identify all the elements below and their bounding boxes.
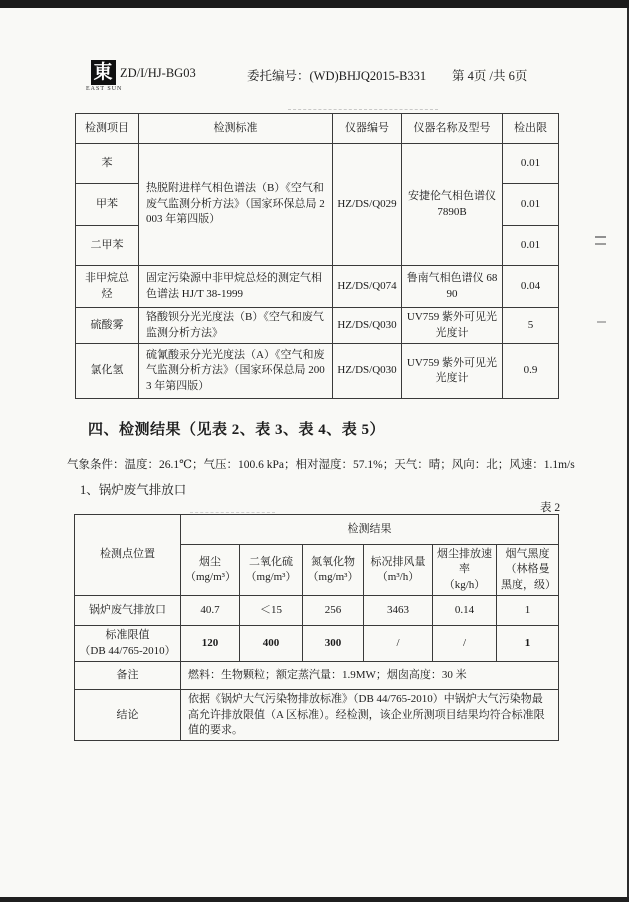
scan-artifact-bottom-bar [0,897,629,902]
method-table [75,113,559,399]
cell-outlet-so2: ＜15 [240,596,303,626]
result-row-limit [75,626,559,662]
col-header-standard: 检测标准 [139,114,333,144]
col-header-unit: （林格曼黑度，级） [501,563,556,591]
table-row [76,344,559,399]
result-row-conclusion [75,690,559,741]
page-number: 第 4页 /共 6页 [452,69,528,83]
result-row-outlet [75,596,559,626]
cell-outlet-flow: 3463 [364,596,433,626]
cell-limit-benzene: 0.01 [503,144,559,184]
col-header-unit: （mg/m³） [245,571,297,584]
col-header-unit: （m³/h） [376,571,420,584]
col-header-unit: （mg/m³） [185,571,236,584]
col-header-name: 标况排风量 [370,555,426,568]
scan-artifact-top-bar [0,0,629,8]
col-header-instrument-name: 仪器名称及型号 [402,114,503,144]
cell-standard-h2so4: 铬酸钡分光光度法（B）《空气和废气监测分析方法》 [139,308,333,344]
col-header-flow [364,545,433,596]
col-header-unit: （kg/h） [443,578,486,591]
cell-limit-label [75,626,181,662]
cell-instrument-no-btx: HZ/DS/Q029 [333,144,402,266]
col-header-detection-limit: 检出限 [503,114,559,144]
section-title: 四、检测结果（见表 2、表 3、表 4、表 5） [88,422,386,438]
scan-artifact-dash [190,512,275,513]
col-header-dust [181,545,240,596]
commission-number: 委托编号：(WD)BHJQ2015-B331 [247,69,427,83]
cell-limit-hcl: 0.9 [503,344,559,399]
cell-item-xylene: 二甲苯 [76,226,139,266]
table-row [76,144,559,184]
col-header-instrument-no: 仪器编号 [333,114,402,144]
col-header-nox [303,545,364,596]
cell-instrument-name-hcl: UV759 紫外可见光光度计 [402,344,503,399]
limit-label-note: （DB 44/765-2010） [79,644,176,657]
cell-limit-dust-rate: / [433,626,497,662]
cell-limit-nmhc: 0.04 [503,266,559,308]
cell-outlet-label: 锅炉废气排放口 [75,596,181,626]
col-header-name: 氮氧化物 [311,555,355,568]
cell-standard-btx: 热脱附进样气相色谱法（B）《空气和废气监测分析方法》（国家环保总局 2003 年第四版） [139,144,333,266]
cell-limit-so2: 400 [240,626,303,662]
cell-instrument-name-btx: 安捷伦气相色谱仪 7890B [402,144,503,266]
col-header-blackness [497,545,559,596]
cell-outlet-nox: 256 [303,596,364,626]
cell-limit-blackness: 1 [497,626,559,662]
cell-standard-hcl: 硫氰酸汞分光光度法（A）《空气和废气监测分析方法》（国家环保总局 2003 年第四版） [139,344,333,399]
page-header [0,56,629,104]
method-table-header-row [76,114,559,144]
east-sun-logo [86,60,123,92]
table-row [76,266,559,308]
cell-standard-nmhc: 固定污染源中非甲烷总烃的测定气相色谱法 HJ/T 38-1999 [139,266,333,308]
cell-limit-h2so4: 5 [503,308,559,344]
conclusion-label: 结论 [75,690,181,741]
col-header-name: 二氧化硫 [249,555,293,568]
cell-instrument-name-nmhc: 鲁南气相色谱仪 6890 [402,266,503,308]
table2-label: 表 2 [540,502,561,514]
col-header-so2 [240,545,303,596]
cell-outlet-dust-rate: 0.14 [433,596,497,626]
weather-conditions: 气象条件：温度：26.1℃；气压：100.6 kPa；相对湿度：57.1%；天气：晴；风向：北；风速：1.1m/s [67,459,575,471]
logo-glyph: 東 [93,62,113,83]
col-header-name: 烟尘排放速率 [437,548,492,576]
scan-artifact-mark [597,321,606,323]
conclusion-text: 依据《锅炉大气污染物排放标准》（DB 44/765-2010）中锅炉大气污染物最高允许排放限值（A 区标准）。经检测，该企业所测项目结果均符合标准限值的要求。 [181,690,559,741]
cell-item-toluene: 甲苯 [76,184,139,226]
cell-limit-nox: 300 [303,626,364,662]
corner-header-location: 检测点位置 [75,515,181,596]
table-row [76,308,559,344]
col-header-name: 烟尘 [199,555,221,568]
col-header-unit: （mg/m³） [307,571,359,584]
cell-instrument-no-h2so4: HZ/DS/Q030 [333,308,402,344]
result-row-remark [75,662,559,690]
cell-item-hcl: 氯化氢 [76,344,139,399]
subsection-title: 1、锅炉废气排放口 [80,483,187,497]
remark-label: 备注 [75,662,181,690]
cell-limit-xylene: 0.01 [503,226,559,266]
cell-limit-flow: / [364,626,433,662]
cell-item-h2so4: 硫酸雾 [76,308,139,344]
col-header-name: 烟气黑度 [505,548,550,560]
group-header-results: 检测结果 [181,515,559,545]
cell-instrument-name-h2so4: UV759 紫外可见光光度计 [402,308,503,344]
cell-item-benzene: 苯 [76,144,139,184]
remark-text: 燃料：生物颗粒；额定蒸汽量：1.9MW；烟囱高度：30 米 [181,662,559,690]
col-header-dust-rate [433,545,497,596]
cell-limit-toluene: 0.01 [503,184,559,226]
result-table [74,514,559,741]
result-table-group-header-row [75,515,559,545]
cell-item-nmhc: 非甲烷总烃 [76,266,139,308]
logo-caption: EAST SUN [86,86,123,92]
scan-artifact-mark [595,236,606,245]
limit-label: 标准限值 [105,629,150,642]
cell-limit-dust: 120 [181,626,240,662]
cell-outlet-dust: 40.7 [181,596,240,626]
logo-seal-icon [91,60,116,85]
document-code: ZD/I/HJ-BG03 [120,66,196,80]
col-header-item: 检测项目 [76,114,139,144]
cell-instrument-no-nmhc: HZ/DS/Q074 [333,266,402,308]
cell-outlet-blackness: 1 [497,596,559,626]
cell-instrument-no-hcl: HZ/DS/Q030 [333,344,402,399]
scan-artifact-dash [288,109,438,110]
